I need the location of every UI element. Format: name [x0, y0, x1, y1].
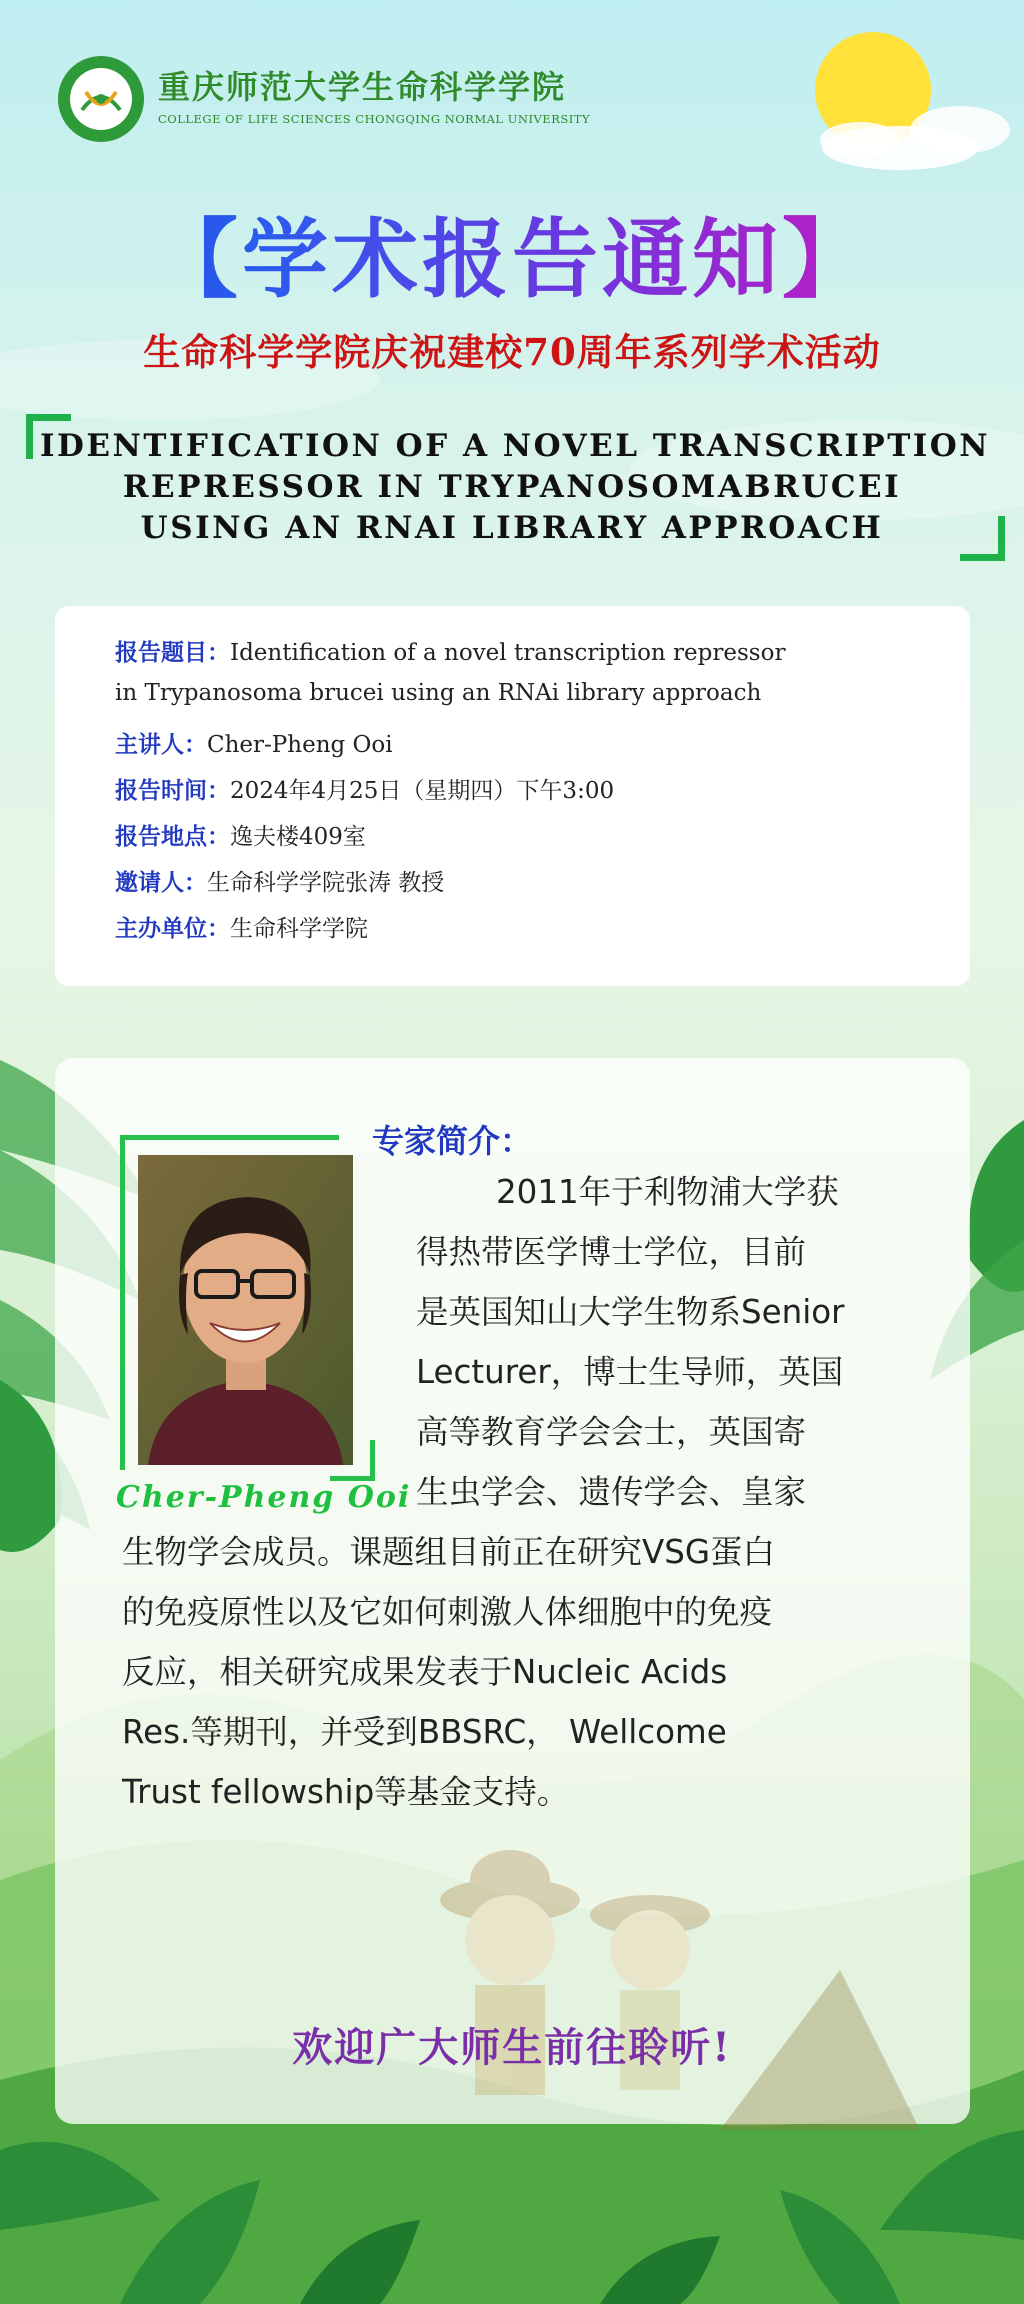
- page-title: 【学术报告通知】: [0, 190, 1024, 314]
- university-logo: [56, 54, 146, 144]
- info-place-label: 报告地点：: [115, 823, 230, 850]
- info-speaker-label: 主讲人：: [115, 731, 207, 758]
- bio-line: 反应，相关研究成果发表于Nucleic Acids: [122, 1653, 728, 1691]
- lecture-info-card: [55, 606, 970, 986]
- title-corner-bracket-bottom-right: [960, 516, 1005, 561]
- info-inviter-label: 邀请人：: [115, 869, 207, 896]
- info-place-value: 逸夫楼409室: [230, 824, 366, 850]
- info-topic: [115, 634, 785, 667]
- bio-line: 的免疫原性以及它如何刺激人体细胞中的免疫: [122, 1593, 773, 1631]
- info-place: [115, 818, 366, 851]
- english-title-line: USING AN RNAI LIBRARY APPROACH: [140, 510, 884, 546]
- photo-frame-corner: [330, 1440, 375, 1481]
- speaker-photo: [138, 1155, 353, 1465]
- info-inviter-value: 生命科学学院张涛 教授: [207, 870, 445, 896]
- bio-line: Res.等期刊，并受到BBSRC， Wellcome: [122, 1713, 727, 1751]
- info-speaker-value: Cher-Pheng Ooi: [207, 732, 393, 758]
- info-topic-label: 报告题目：: [115, 639, 230, 666]
- school-name-cn: 重庆师范大学生命科学学院: [158, 68, 567, 106]
- info-time: [115, 772, 614, 805]
- info-topic-continued: in Trypanosoma brucei using an RNAi library approach: [115, 680, 762, 706]
- english-title: [40, 426, 991, 549]
- school-name-en: COLLEGE OF LIFE SCIENCES CHONGQING NORMAL UNIVERSITY: [158, 112, 591, 126]
- info-time-value: 2024年4月25日（星期四）下午3:00: [230, 778, 615, 804]
- photo-caption: Cher-Pheng Ooi: [116, 1480, 412, 1515]
- info-time-label: 报告时间：: [115, 777, 230, 804]
- info-host: [115, 910, 368, 943]
- bio-line: Lecturer，博士生导师，英国: [416, 1353, 844, 1391]
- bio-title: 专家简介：: [372, 1122, 533, 1160]
- monstera-leaf-left: [0, 1380, 61, 1552]
- page-subtitle: 生命科学学院庆祝建校70周年系列学术活动: [143, 330, 881, 374]
- bio-line: 得热带医学博士学位，目前: [416, 1233, 807, 1271]
- info-topic-value: Identification of a novel transcription repressor: [230, 640, 786, 666]
- bio-line: 生虫学会、遗传学会、皇家: [416, 1473, 807, 1511]
- info-host-value: 生命科学学院: [230, 916, 368, 942]
- info-host-label: 主办单位：: [115, 915, 230, 942]
- welcome-message: 欢迎广大师生前往聆听!: [292, 2024, 732, 2071]
- bio-line: Trust fellowship等基金支持。: [122, 1773, 570, 1811]
- bio-line: 生物学会成员。课题组目前正在研究VSG蛋白: [122, 1533, 776, 1571]
- info-speaker: [115, 726, 393, 759]
- info-inviter: [115, 864, 444, 897]
- english-title-line: IDENTIFICATION OF A NOVEL TRANSCRIPTION: [40, 428, 991, 464]
- bio-line: 2011年于利物浦大学获: [496, 1173, 839, 1211]
- bio-line: 高等教育学会会士，英国寄: [416, 1413, 807, 1451]
- bio-line: 是英国知山大学生物系Senior: [416, 1293, 845, 1331]
- english-title-line: REPRESSOR IN TRYPANOSOMABRUCEI: [122, 469, 902, 505]
